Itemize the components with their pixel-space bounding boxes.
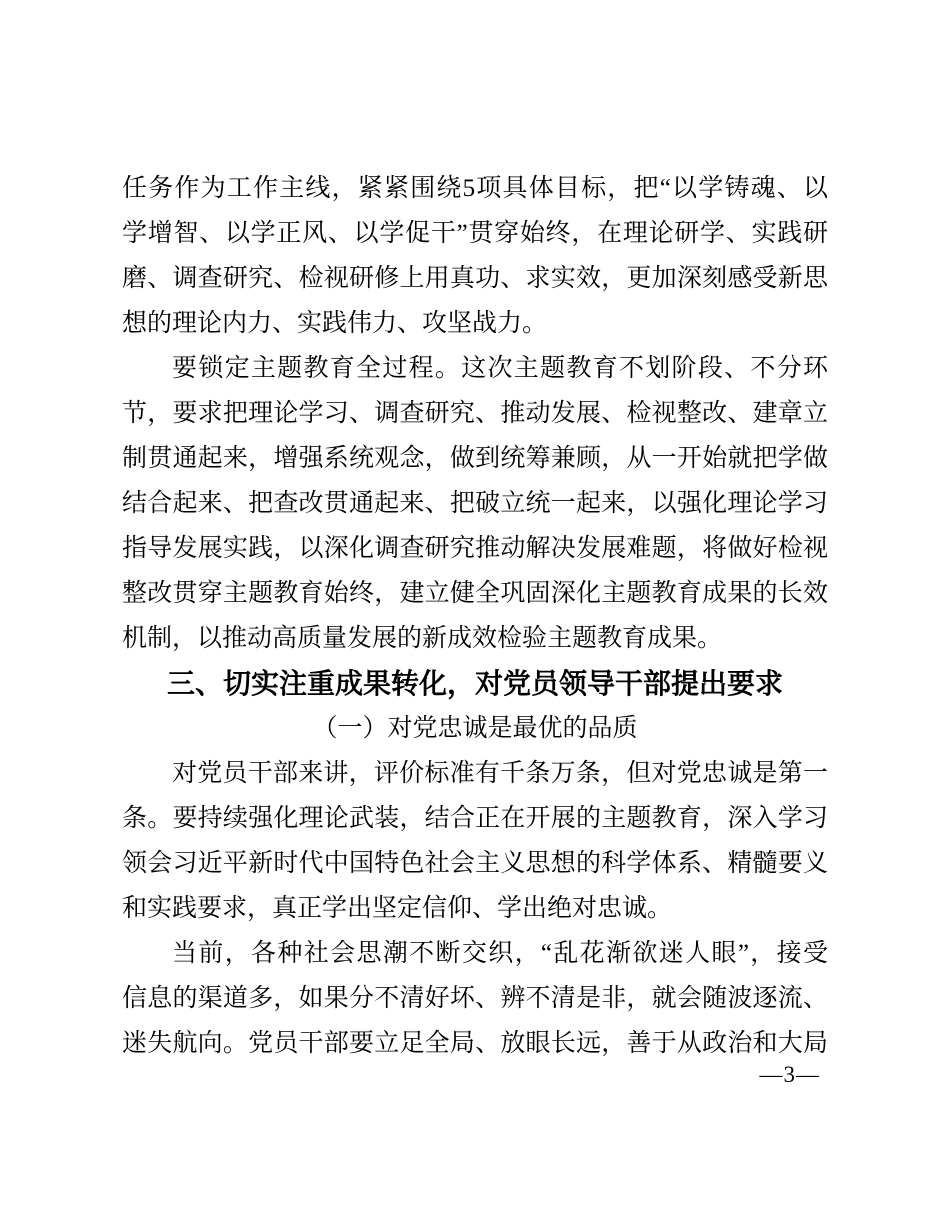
text-line: 节，要求把理论学习、调查研究、推动发展、检视整改、建章立: [122, 400, 828, 427]
text-line: 和实践要求，真正学出坚定信仰、学出绝对忠诚。: [122, 895, 673, 922]
text-line: 信息的渠道多，如果分不清好坏、辨不清是非，就会随波逐流、: [122, 985, 828, 1012]
paragraph: [122, 346, 828, 661]
text-line: 整改贯穿主题教育始终，建立健全巩固深化主题教育成果的长效: [122, 580, 828, 607]
paragraph: [122, 751, 828, 931]
text-line: 对党员干部来讲，评价标准有千条万条，但对党忠诚是第一: [172, 760, 828, 787]
text-line: 机制，以推动高质量发展的新成效检验主题教育成果。: [122, 625, 723, 652]
text-line: 指导发展实践，以深化调查研究推动解决发展难题，将做好检视: [122, 535, 828, 562]
text-line: 条。要持续强化理论武装，结合正在开展的主题教育，深入学习: [122, 805, 828, 832]
text-line: 想的理论内力、实践伟力、攻坚战力。: [122, 310, 548, 337]
subsection-heading: （一）对党忠诚是最优的品质: [312, 715, 638, 742]
text-line: 迷失航向。党员干部要立足全局、放眼长远，善于从政治和大局: [122, 1030, 828, 1057]
text-block: [122, 166, 828, 1066]
text-line: 领会习近平新时代中国特色社会主义思想的科学体系、精髓要义: [122, 850, 828, 877]
text-line: 学增智、以学正风、以学促干”贯穿始终，在理论研学、实践研: [122, 220, 828, 247]
page-number: —3—: [759, 1062, 820, 1087]
text-line: 任务作为工作主线，紧紧围绕5项具体目标，把“以学铸魂、以: [122, 175, 828, 202]
text-line: 结合起来、把查改贯通起来、把破立统一起来，以强化理论学习: [122, 490, 828, 517]
text-line: 制贯通起来，增强系统观念，做到统筹兼顾，从一开始就把学做: [122, 445, 828, 472]
text-line: 要锁定主题教育全过程。这次主题教育不划阶段、不分环: [172, 355, 828, 382]
section-heading: 三、切实注重成果转化，对党员领导干部提出要求: [166, 668, 783, 699]
paragraph-continuation: [122, 166, 828, 346]
text-line: 磨、调查研究、检视研修上用真功、求实效，更加深刻感受新思: [122, 265, 828, 292]
paragraph: [122, 931, 828, 1066]
text-line: 当前，各种社会思潮不断交织，“乱花渐欲迷人眼”，接受: [172, 940, 828, 967]
